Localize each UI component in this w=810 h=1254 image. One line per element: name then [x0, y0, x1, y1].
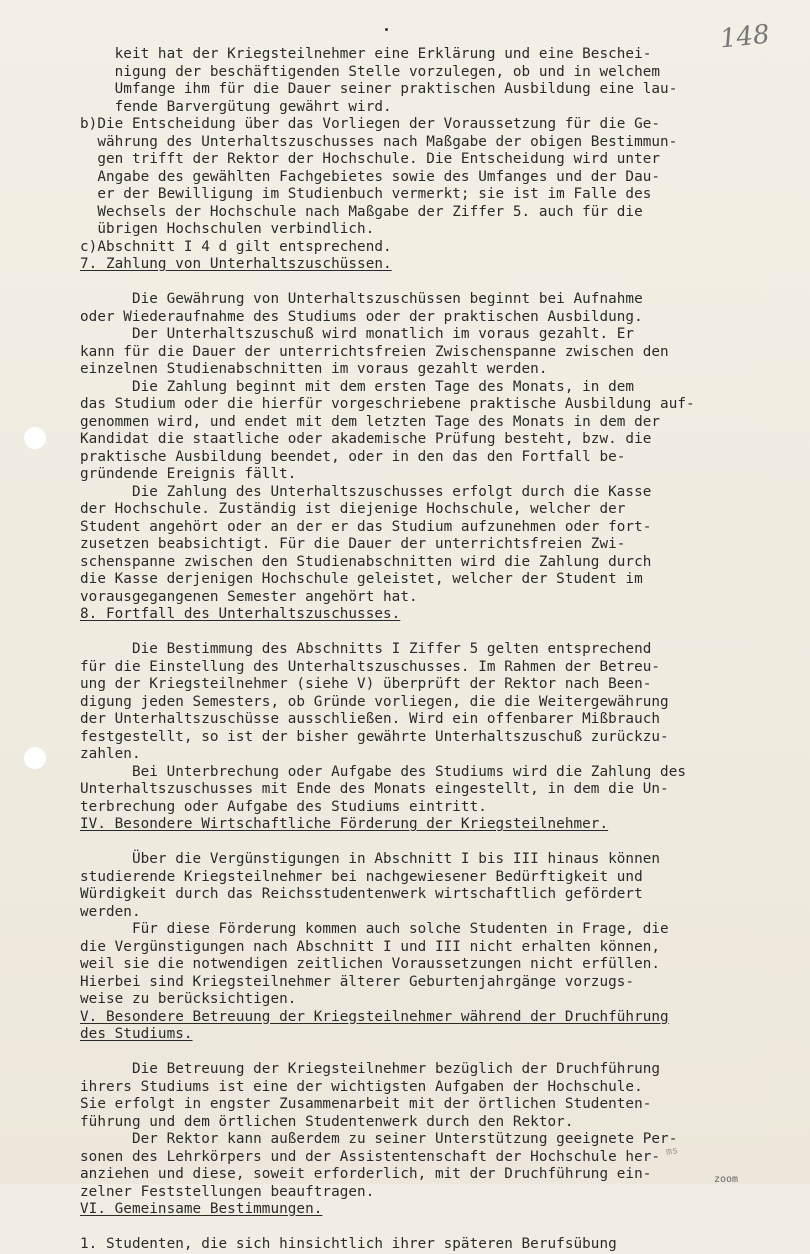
text-line: anziehen und diese, soweit erforderlich, mit der Druchführung ein-	[80, 1166, 652, 1182]
text-line: führung und dem örtlichen Studentenwerk durch den Rektor.	[80, 1113, 574, 1130]
text-line: zahlen.	[80, 746, 141, 762]
text-line: Student angehört oder an der er das Studium aufzunehmen oder fort-	[80, 518, 652, 535]
text-line: Die Gewährung von Unterhaltszuschüssen beginnt bei Aufnahme	[80, 291, 643, 307]
text-line: übrigen Hochschulen verbindlich.	[80, 221, 375, 237]
text-line: Hierbei sind Kriegsteilnehmer älterer Geburtenjahrgänge vorzugs-	[80, 973, 635, 990]
punch-hole-bottom	[24, 747, 46, 769]
text-line: oder Wiederaufnahme des Studiums oder der praktischen Ausbildung.	[80, 308, 643, 325]
text-line: für die Einstellung des Unterhaltszuschusses. Im Rahmen der Betreu-	[80, 658, 661, 675]
text-line	[80, 1219, 802, 1237]
text-line: genommen wird, und endet mit dem letzten Tage des Monats in dem der	[80, 413, 661, 430]
text-line: studierende Kriegsteilnehmer bei nachgewiesener Bedürftigkeit und	[80, 868, 643, 885]
section-heading: V. Besondere Betreuung der Kriegsteilnehmer während der Druchführung	[80, 1008, 669, 1025]
section-heading: 8. Fortfall des Unterhaltszuschusses.	[80, 606, 401, 622]
text-line: Sie erfolgt in engster Zusammenarbeit mit der örtlichen Studenten-	[80, 1096, 652, 1112]
text-line: Umfange ihm für die Dauer seiner praktischen Ausbildung eine lau-	[80, 81, 678, 97]
text-line: er der Bewilligung im Studienbuch vermerkt; sie ist im Falle des	[80, 186, 652, 202]
text-line: b)Die Entscheidung über das Vorliegen der Voraussetzung für die Ge-	[80, 116, 661, 132]
text-line: gen trifft der Rektor der Hochschule. Die Entscheidung wird unter	[80, 151, 661, 167]
section-heading: des Studiums.	[80, 1026, 193, 1042]
document-body	[80, 46, 802, 1254]
margin-annotation: ms	[665, 1145, 679, 1158]
text-line	[80, 834, 802, 852]
text-line: Wechsels der Hochschule nach Maßgabe der Ziffer 5. auch für die	[80, 203, 643, 220]
text-line: sonen des Lehrkörpers und der Assistentenschaft der Hochschule her-	[80, 1148, 661, 1165]
text-line: schenspanne zwischen den Studienabschnitten wird die Zahlung durch	[80, 553, 652, 570]
ink-dot	[385, 28, 388, 31]
text-line: Die Zahlung beginnt mit dem ersten Tage des Monats, in dem	[80, 378, 635, 395]
text-line: die Vergünstigungen nach Abschnitt I und III nicht erhalten können,	[80, 938, 661, 955]
text-line: Würdigkeit durch das Reichsstudentenwerk wirtschaftlich gefördert	[80, 886, 643, 902]
text-line: der Unterhaltszuschüsse ausschließen. Wird ein offenbarer Mißbrauch	[80, 711, 661, 727]
text-line: gründende Ereignis fällt.	[80, 466, 297, 482]
text-line: weil sie die notwendigen zeitlichen Voraussetzungen nicht erfüllen.	[80, 956, 661, 972]
text-line: kann für die Dauer der unterrichtsfreien Zwischenspanne zwischen den	[80, 343, 669, 360]
text-line: ihrers Studiums ist eine der wichtigsten Aufgaben der Hochschule.	[80, 1078, 643, 1095]
text-line: terbrechung oder Aufgabe des Studiums eintritt.	[80, 798, 487, 815]
text-line: nigung der beschäftigenden Stelle vorzulegen, ob und in welchem	[80, 63, 661, 80]
text-line: 1. Studenten, die sich hinsichtlich ihrer späteren Berufsübung	[80, 1236, 617, 1252]
text-line: keit hat der Kriegsteilnehmer eine Erklärung und eine Beschei-	[80, 46, 652, 62]
text-line: Angabe des gewählten Fachgebietes sowie des Umfanges und der Dau-	[80, 168, 661, 185]
text-line: c)Abschnitt I 4 d gilt entsprechend.	[80, 238, 392, 255]
text-line: festgestellt, so ist der bisher gewährte Unterhaltszuschuß zurückzu-	[80, 728, 669, 745]
text-line: Der Unterhaltszuschuß wird monatlich im voraus gezahlt. Er	[80, 326, 635, 342]
text-line: Über die Vergünstigungen in Abschnitt I bis III hinaus können	[80, 851, 661, 867]
text-line: fende Barvergütung gewährt wird.	[80, 98, 392, 115]
section-heading: 7. Zahlung von Unterhaltszuschüssen.	[80, 256, 392, 272]
text-line: währung des Unterhaltszuschusses nach Maßgabe der obigen Bestimmun-	[80, 133, 678, 150]
text-line	[80, 1044, 802, 1062]
text-line: zusetzen beabsichtigt. Für die Dauer der unterrichtsfreien Zwi-	[80, 536, 626, 552]
folio-number: 148	[718, 19, 772, 55]
corner-annotation: zoom	[714, 1174, 739, 1185]
text-line	[80, 624, 802, 642]
text-line: vorausgegangenen Semester angehört hat.	[80, 588, 418, 605]
text-line: Für diese Förderung kommen auch solche Studenten in Frage, die	[80, 921, 669, 937]
text-line: Der Rektor kann außerdem zu seiner Unterstützung geeignete Per-	[80, 1131, 678, 1147]
text-line: Kandidat die staatliche oder akademische Prüfung besteht, bzw. die	[80, 431, 652, 447]
text-line: ung der Kriegsteilnehmer (siehe V) überprüft der Rektor nach Been-	[80, 676, 652, 692]
text-line: zelner Feststellungen beauftragen.	[80, 1183, 375, 1200]
text-line: Die Bestimmung des Abschnitts I Ziffer 5 gelten entsprechend	[80, 641, 652, 657]
text-line: die Kasse derjenigen Hochschule geleistet, welcher der Student im	[80, 571, 643, 587]
punch-hole-top	[24, 427, 46, 449]
text-line: Unterhaltszuschusses mit Ende des Monats eingestellt, in dem die Un-	[80, 781, 669, 797]
text-line: weise zu berücksichtigen.	[80, 991, 297, 1007]
text-line: Bei Unterbrechung oder Aufgabe des Studiums wird die Zahlung des	[80, 763, 687, 780]
text-line	[80, 274, 802, 292]
text-line: der Hochschule. Zuständig ist diejenige Hochschule, welcher der	[80, 501, 626, 517]
text-line: Die Betreuung der Kriegsteilnehmer bezüglich der Druchführung	[80, 1061, 661, 1077]
text-line: praktische Ausbildung beendet, oder in den das den Fortfall be-	[80, 448, 626, 465]
text-line: Die Zahlung des Unterhaltszuschusses erfolgt durch die Kasse	[80, 483, 652, 500]
text-line: das Studium oder die hierfür vorgeschriebene praktische Ausbildung auf-	[80, 396, 695, 412]
text-line: einzelnen Studienabschnitten im voraus gezahlt werden.	[80, 361, 548, 377]
section-heading: VI. Gemeinsame Bestimmungen.	[80, 1201, 323, 1217]
text-line: werden.	[80, 903, 141, 920]
text-line: digung jeden Semesters, ob Gründe vorliegen, die die Weitergewährung	[80, 693, 669, 710]
section-heading: IV. Besondere Wirtschaftliche Förderung der Kriegsteilnehmer.	[80, 816, 609, 832]
